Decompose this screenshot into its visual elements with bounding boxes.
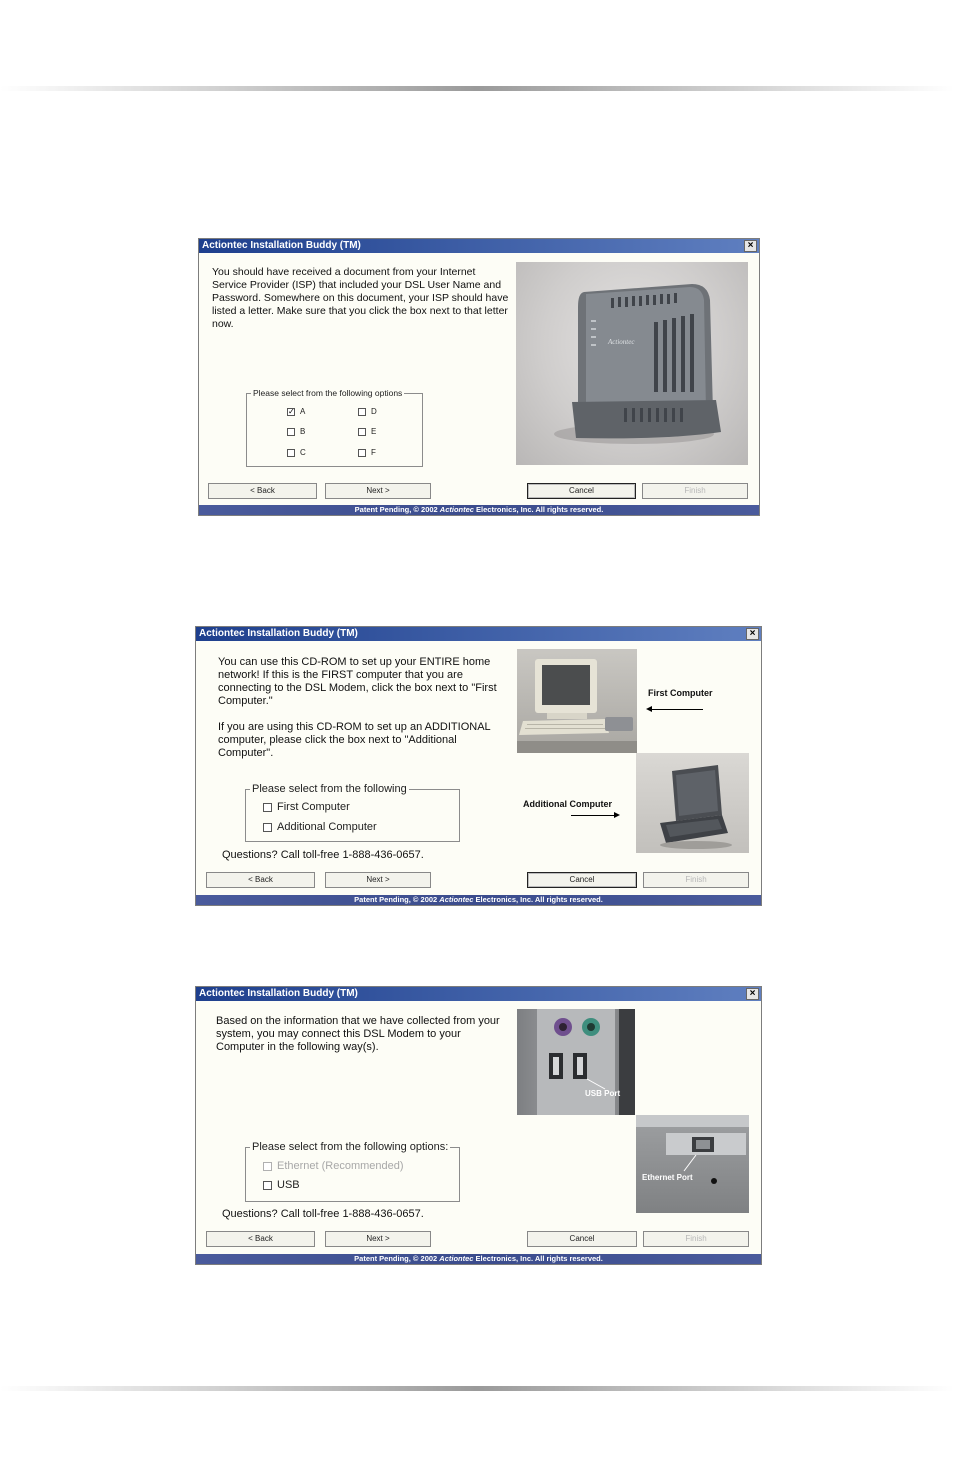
back-button[interactable]: < Back bbox=[206, 1231, 315, 1247]
close-button[interactable]: × bbox=[746, 628, 759, 640]
usb-port-photo bbox=[517, 1009, 635, 1115]
checkbox-icon bbox=[358, 428, 366, 436]
next-button[interactable]: Next > bbox=[325, 872, 431, 888]
copyright-footer: Patent Pending, © 2002 Actiontec Electronics, Inc. All rights reserved. bbox=[196, 1254, 761, 1264]
copyright-footer: Patent Pending, © 2002 Actiontec Electronics, Inc. All rights reserved. bbox=[196, 895, 761, 905]
usb-port-image bbox=[517, 1009, 635, 1115]
desktop-computer-photo bbox=[517, 649, 637, 753]
laptop-photo bbox=[636, 753, 749, 853]
checkbox-icon bbox=[358, 449, 366, 457]
caption-ethernet-port: Ethernet Port bbox=[642, 1173, 693, 1182]
checkbox-c[interactable]: C bbox=[287, 448, 306, 457]
checkbox-icon bbox=[287, 428, 295, 436]
group-label: Please select from the following bbox=[252, 783, 407, 795]
arrow-left-icon bbox=[648, 709, 703, 710]
dialog-connection-type bbox=[195, 986, 762, 1265]
check-icon: ✓ bbox=[288, 406, 295, 416]
checkbox-first-computer[interactable]: First Computer bbox=[263, 801, 350, 813]
cancel-button[interactable]: Cancel bbox=[527, 872, 637, 888]
group-label: Please select from the following options bbox=[253, 388, 403, 398]
checkbox-d[interactable]: D bbox=[358, 407, 377, 416]
paragraph-additional: If you are using this CD-ROM to set up an ADDITIONAL computer, please click the box next to "Additional Computer". bbox=[218, 721, 491, 759]
laptop-image bbox=[636, 753, 749, 853]
instructions-text: Based on the information that we have collected from your system, you may connect this DSL Modem to your Computer in the following way(s). bbox=[216, 1015, 500, 1053]
dialog-computer-type bbox=[195, 626, 762, 906]
window-title: Actiontec Installation Buddy (TM) bbox=[202, 240, 361, 251]
checkbox-b[interactable]: B bbox=[287, 427, 305, 436]
window-title: Actiontec Installation Buddy (TM) bbox=[199, 988, 358, 999]
checkbox-e[interactable]: E bbox=[358, 427, 376, 436]
checkbox-ethernet[interactable]: Ethernet (Recommended) bbox=[263, 1160, 404, 1172]
caption-usb-port: USB Port bbox=[585, 1089, 621, 1098]
title-bar[interactable] bbox=[196, 627, 761, 641]
modem-photo bbox=[516, 262, 748, 465]
ethernet-port-photo bbox=[636, 1115, 749, 1213]
bottom-divider bbox=[0, 1386, 954, 1391]
computer-options-group bbox=[245, 783, 460, 842]
connection-options-group bbox=[245, 1141, 460, 1202]
checkbox-icon bbox=[263, 823, 272, 832]
title-bar[interactable] bbox=[196, 987, 761, 1001]
title-bar[interactable] bbox=[199, 239, 759, 253]
finish-button[interactable]: Finish bbox=[643, 872, 749, 888]
checkbox-usb[interactable]: USB bbox=[263, 1179, 300, 1191]
desktop-computer-image bbox=[517, 649, 637, 753]
close-button[interactable]: × bbox=[746, 988, 759, 1000]
checkbox-icon bbox=[287, 449, 295, 457]
caption-additional-computer: Additional Computer bbox=[523, 799, 612, 809]
back-button[interactable]: < Back bbox=[208, 483, 317, 499]
caption-first-computer: First Computer bbox=[648, 688, 713, 698]
window-title: Actiontec Installation Buddy (TM) bbox=[199, 628, 358, 639]
instructions-text bbox=[218, 656, 510, 760]
finish-button[interactable]: Finish bbox=[643, 1231, 749, 1247]
checkbox-icon bbox=[263, 1162, 272, 1171]
dsl-modem-image bbox=[516, 262, 748, 465]
checkbox-f[interactable]: F bbox=[358, 448, 376, 457]
checkbox-icon bbox=[263, 803, 272, 812]
ethernet-port-image bbox=[636, 1115, 749, 1213]
checkbox-additional-computer[interactable]: Additional Computer bbox=[263, 821, 377, 833]
top-divider bbox=[0, 86, 954, 91]
letter-options-group bbox=[246, 388, 423, 467]
modem-brand-label: Actiontec bbox=[608, 338, 635, 346]
paragraph-first: You can use this CD-ROM to set up your ENTIRE home network! If this is the FIRST computer that you are connecting to the DSL Modem, click the box next to "First Computer." bbox=[218, 656, 497, 707]
instructions-text: You should have received a document from your Internet Service Provider (ISP) that included your DSL User Name and Password. Somewhere on this document, your ISP should have listed a letter. Make sure that you click the box next to that letter now. bbox=[212, 266, 509, 330]
arrowhead-right-icon bbox=[614, 812, 620, 818]
arrowhead-left-icon bbox=[646, 706, 652, 712]
copyright-footer: Patent Pending, © 2002 Actiontec Electronics, Inc. All rights reserved. bbox=[199, 505, 759, 515]
arrow-right-icon bbox=[571, 815, 615, 816]
next-button[interactable]: Next > bbox=[325, 1231, 431, 1247]
checkbox-icon bbox=[358, 408, 366, 416]
back-button[interactable]: < Back bbox=[206, 872, 315, 888]
checkbox-a[interactable]: ✓ A bbox=[288, 406, 306, 416]
checkbox-icon bbox=[263, 1181, 272, 1190]
cancel-button[interactable]: Cancel bbox=[527, 1231, 637, 1247]
support-phone: Questions? Call toll-free 1-888-436-0657. bbox=[222, 849, 424, 861]
group-label: Please select from the following options: bbox=[252, 1141, 449, 1153]
dialog-isp-letter bbox=[198, 238, 760, 516]
finish-button[interactable]: Finish bbox=[642, 483, 748, 499]
support-phone: Questions? Call toll-free 1-888-436-0657. bbox=[222, 1208, 424, 1220]
next-button[interactable]: Next > bbox=[325, 483, 431, 499]
cancel-button[interactable]: Cancel bbox=[527, 483, 636, 499]
close-button[interactable]: × bbox=[744, 240, 757, 252]
